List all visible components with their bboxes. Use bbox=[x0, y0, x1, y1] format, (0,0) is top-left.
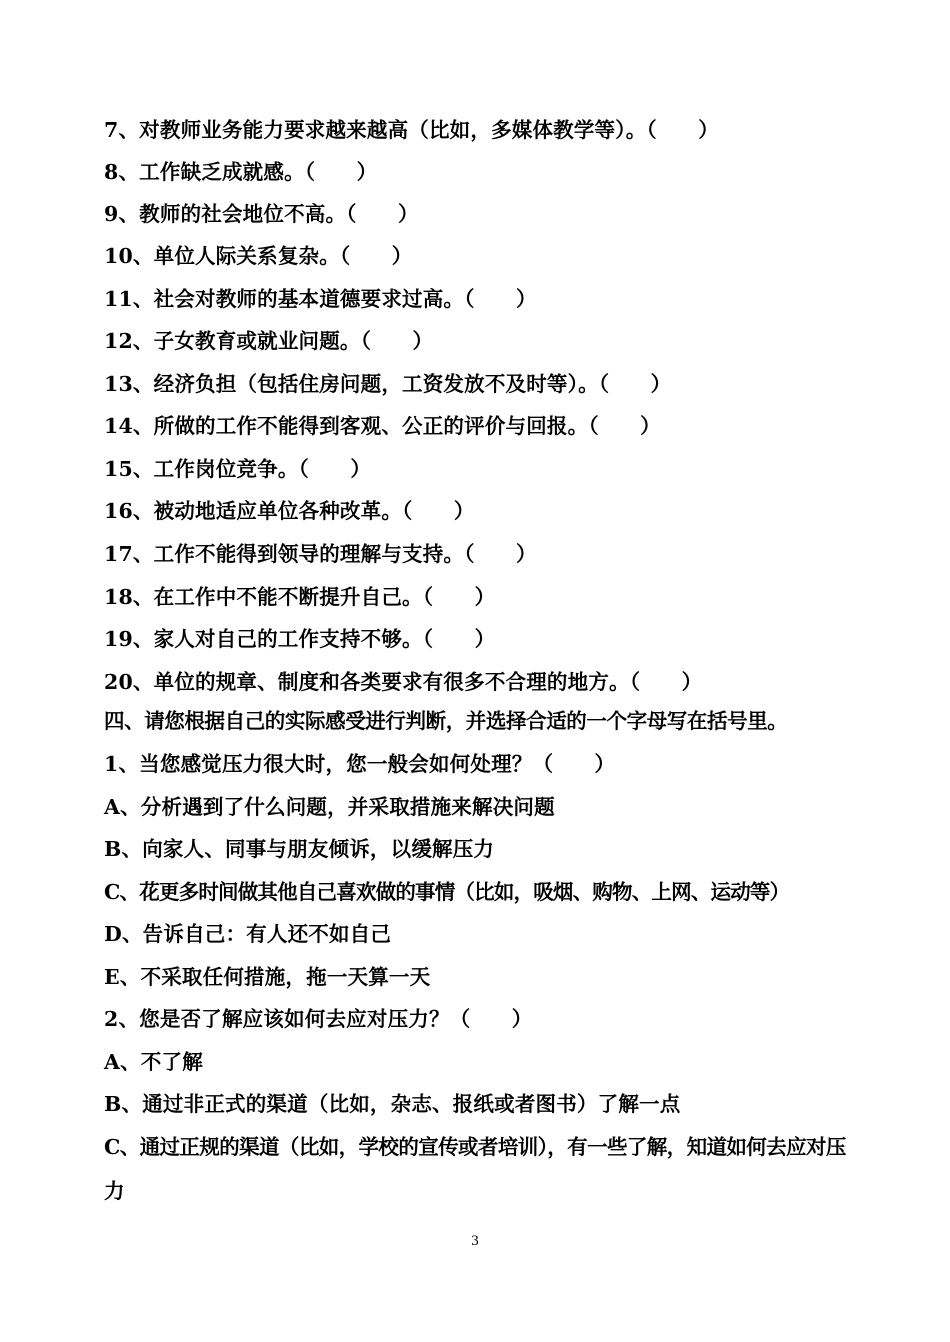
question-item-18: 18、在工作中不能不断提升自己。（ ） bbox=[104, 585, 496, 609]
question-item-15: 15、工作岗位竞争。（ ） bbox=[104, 457, 372, 481]
question-1-option-e: E、不采取任何措施，拖一天算一天 bbox=[104, 965, 431, 989]
question-item-19: 19、家人对自己的工作支持不够。（ ） bbox=[104, 627, 496, 651]
question-item-13: 13、经济负担（包括住房问题，工资发放不及时等）。（ ） bbox=[104, 372, 672, 396]
question-1-option-a: A、分析遇到了什么问题，并采取措施来解决问题 bbox=[104, 795, 555, 819]
question-item-9: 9、教师的社会地位不高。（ ） bbox=[104, 202, 419, 226]
question-item-20: 20、单位的规章、制度和各类要求有很多不合理的地方。（ ） bbox=[104, 670, 703, 694]
question-2-option-b: B、通过非正式的渠道（比如，杂志、报纸或者图书）了解一点 bbox=[104, 1092, 681, 1116]
question-2-option-c: C、通过正规的渠道（比如，学校的宣传或者培训），有一些了解，知道如何去应对压力 bbox=[104, 1135, 846, 1203]
section-heading-4: 四、请您根据自己的实际感受进行判断，并选择合适的一个字母写在括号里。 bbox=[104, 709, 788, 733]
question-1: 1、当您感觉压力很大时，您一般会如何处理？（ ） bbox=[104, 752, 616, 776]
question-item-12: 12、子女教育或就业问题。（ ） bbox=[104, 329, 434, 353]
question-1-option-c: C、花更多时间做其他自己喜欢做的事情（比如，吸烟、购物、上网、运动等） bbox=[104, 880, 790, 904]
question-item-17: 17、工作不能得到领导的理解与支持。（ ） bbox=[104, 542, 537, 566]
question-item-8: 8、工作缺乏成就感。（ ） bbox=[104, 160, 378, 184]
question-1-option-d: D、告诉自己：有人还不如自己 bbox=[104, 922, 392, 946]
question-2-option-a: A、不了解 bbox=[104, 1050, 203, 1074]
question-item-16: 16、被动地适应单位各种改革。（ ） bbox=[104, 499, 475, 523]
question-item-10: 10、单位人际关系复杂。（ ） bbox=[104, 244, 413, 268]
question-item-7: 7、对教师业务能力要求越来越高（比如，多媒体教学等）。（ ） bbox=[104, 118, 719, 142]
question-2: 2、您是否了解应该如何去应对压力？（ ） bbox=[104, 1007, 533, 1031]
question-1-option-b: B、向家人、同事与朋友倾诉，以缓解压力 bbox=[104, 837, 495, 861]
question-item-11: 11、社会对教师的基本道德要求过高。（ ） bbox=[104, 287, 537, 311]
page-number: 3 bbox=[471, 1233, 479, 1249]
question-item-14: 14、所做的工作不能得到客观、公正的评价与回报。（ ） bbox=[104, 414, 661, 438]
